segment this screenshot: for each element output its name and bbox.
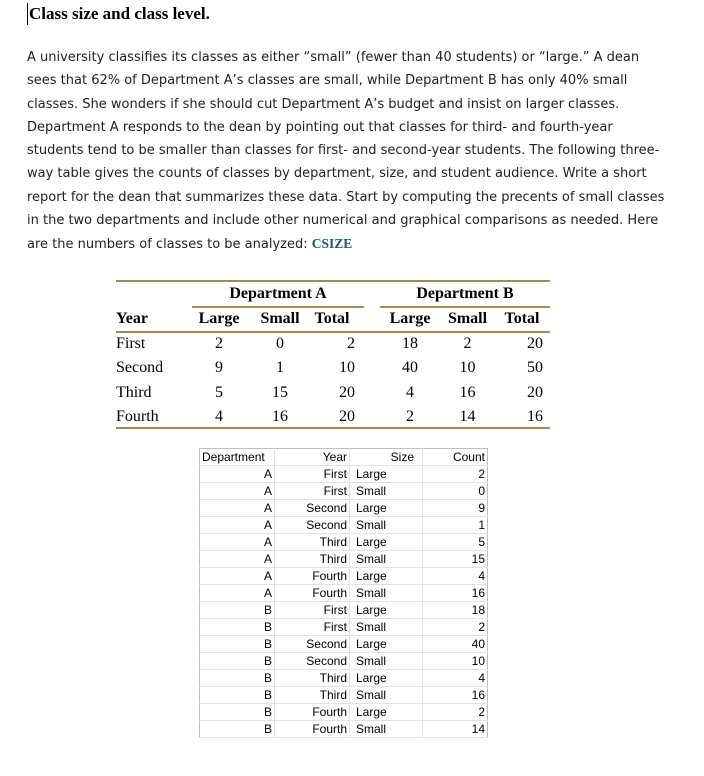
table-row bbox=[200, 670, 488, 687]
grid-cell-department: A bbox=[200, 483, 275, 500]
table-year-label: Fourth bbox=[116, 407, 159, 425]
grid-cell-department: A bbox=[200, 517, 275, 534]
grid-cell-year: Second bbox=[275, 517, 350, 534]
grid-cell-count: 4 bbox=[423, 568, 488, 585]
grid-cell-size: Small bbox=[350, 483, 423, 500]
dataset-link[interactable]: CSIZE bbox=[311, 236, 353, 252]
problem-text bbox=[27, 46, 667, 257]
table-row bbox=[200, 636, 488, 653]
grid-cell-department: B bbox=[200, 619, 275, 636]
grid-cell-size: Large bbox=[350, 704, 423, 721]
dept-a-subheader: Total bbox=[314, 310, 350, 327]
dept-a-subheader: Small bbox=[260, 310, 300, 327]
problem-paragraph: A university classifies its classes as either “small” (fewer than 40 students) or “large.” A dean sees that 62% of Department A’s classes are small, while Department B has only 40% small classes. She wonders if she should cut Department A’s budget and insist on larger classes. Department A responds to the dean by pointing out that classes for third- and fourth-year students tend to be smaller than classes for first- and second-year students. The following three-way table gives the counts of classes by department, size, and student audience. Write a short report for the dean that summarizes these data. Start by computing the precents of small classes in the two departments and include other numerical and graphical comparisons as needed. Here are the numbers of classes to be analyzed: bbox=[27, 50, 665, 253]
grid-cell-year: First bbox=[275, 619, 350, 636]
dept-a-cell: 20 bbox=[339, 383, 355, 401]
table-row bbox=[200, 500, 488, 517]
grid-cell-count: 1 bbox=[423, 517, 488, 534]
table-row bbox=[200, 551, 488, 568]
dept-a-cell: 15 bbox=[272, 383, 288, 401]
dept-a-cell: 20 bbox=[339, 407, 355, 425]
grid-cell-year: Fourth bbox=[275, 568, 350, 585]
grid-cell-size: Small bbox=[350, 619, 423, 636]
table-year-label: Third bbox=[116, 383, 152, 401]
year-header: Year bbox=[116, 310, 148, 327]
grid-cell-department: A bbox=[200, 568, 275, 585]
grid-cell-size: Large bbox=[350, 466, 423, 483]
grid-cell-year: Fourth bbox=[275, 721, 350, 738]
grid-cell-department: A bbox=[200, 534, 275, 551]
grid-cell-year: First bbox=[275, 466, 350, 483]
dept-a-header: Department A bbox=[229, 285, 327, 302]
grid-cell-count: 15 bbox=[423, 551, 488, 568]
grid-cell-department: A bbox=[200, 585, 275, 602]
grid-cell-size: Large bbox=[350, 602, 423, 619]
dept-a-cell: 10 bbox=[339, 359, 355, 377]
grid-cell-department: B bbox=[200, 670, 275, 687]
dept-b-cell: 18 bbox=[402, 335, 418, 352]
dept-b-cell: 50 bbox=[527, 359, 543, 377]
dept-b-cell: 4 bbox=[406, 383, 414, 401]
grid-cell-department: B bbox=[200, 687, 275, 704]
grid-cell-size: Large bbox=[350, 636, 423, 653]
grid-cell-year: First bbox=[275, 483, 350, 500]
grid-cell-department: A bbox=[200, 500, 275, 517]
grid-cell-size: Small bbox=[350, 687, 423, 704]
grid-cell-year: Fourth bbox=[275, 704, 350, 721]
grid-header-row bbox=[200, 449, 488, 466]
grid-cell-count: 9 bbox=[423, 500, 488, 517]
table-row bbox=[200, 585, 488, 602]
grid-cell-year: Third bbox=[275, 670, 350, 687]
grid-cell-year: Third bbox=[275, 534, 350, 551]
grid-cell-department: B bbox=[200, 704, 275, 721]
dept-a-cell: 2 bbox=[215, 335, 223, 352]
dept-b-subheader: Small bbox=[447, 310, 488, 327]
table-row bbox=[200, 721, 488, 738]
grid-header-size: Size bbox=[350, 449, 423, 466]
grid-cell-department: B bbox=[200, 653, 275, 670]
dept-a-cell: 16 bbox=[272, 407, 288, 425]
grid-header-year: Year bbox=[275, 449, 350, 466]
table-row bbox=[200, 602, 488, 619]
dept-b-cell: 14 bbox=[459, 407, 476, 425]
grid-cell-department: B bbox=[200, 636, 275, 653]
grid-cell-year: Second bbox=[275, 500, 350, 517]
dept-b-header: Department B bbox=[416, 285, 514, 302]
data-grid bbox=[199, 448, 488, 738]
grid-cell-department: B bbox=[200, 602, 275, 619]
table-row bbox=[200, 466, 488, 483]
dept-a-cell: 9 bbox=[215, 359, 223, 377]
dept-a-cell: 1 bbox=[276, 359, 284, 377]
grid-cell-department: A bbox=[200, 551, 275, 568]
table-row bbox=[200, 568, 488, 585]
dept-b-cell: 2 bbox=[406, 407, 414, 425]
dept-a-subheader: Large bbox=[198, 310, 240, 327]
table-row bbox=[200, 704, 488, 721]
dept-a-cell: 0 bbox=[276, 335, 284, 352]
table-row bbox=[200, 687, 488, 704]
grid-cell-department: A bbox=[200, 466, 275, 483]
grid-cell-size: Large bbox=[350, 500, 423, 517]
grid-cell-size: Small bbox=[350, 517, 423, 534]
dept-a-cell: 5 bbox=[215, 383, 223, 401]
table-year-label: First bbox=[116, 335, 146, 352]
grid-cell-count: 18 bbox=[423, 602, 488, 619]
grid-cell-count: 2 bbox=[423, 619, 488, 636]
grid-cell-count: 14 bbox=[423, 721, 488, 738]
grid-cell-year: Fourth bbox=[275, 585, 350, 602]
dept-b-cell: 2 bbox=[463, 335, 472, 352]
table-row bbox=[200, 653, 488, 670]
table-row bbox=[200, 619, 488, 636]
grid-cell-year: Second bbox=[275, 653, 350, 670]
grid-cell-count: 40 bbox=[423, 636, 488, 653]
dept-b-cell: 10 bbox=[459, 359, 476, 377]
grid-cell-count: 5 bbox=[423, 534, 488, 551]
table-row bbox=[200, 534, 488, 551]
grid-cell-year: Third bbox=[275, 551, 350, 568]
dept-b-cell: 16 bbox=[527, 407, 543, 425]
dept-a-cell: 4 bbox=[215, 407, 223, 425]
dept-b-cell: 20 bbox=[527, 383, 543, 401]
grid-cell-year: First bbox=[275, 602, 350, 619]
dept-b-subheader: Total bbox=[504, 310, 540, 327]
grid-cell-count: 4 bbox=[423, 670, 488, 687]
grid-cell-count: 0 bbox=[423, 483, 488, 500]
grid-cell-size: Small bbox=[350, 653, 423, 670]
grid-cell-count: 2 bbox=[423, 704, 488, 721]
dept-b-cell: 20 bbox=[527, 335, 543, 352]
dept-b-cell: 40 bbox=[402, 359, 418, 377]
problem-title: Class size and class level. bbox=[29, 4, 210, 23]
table-row bbox=[200, 517, 488, 534]
grid-cell-count: 16 bbox=[423, 585, 488, 602]
grid-header-count: Count bbox=[423, 449, 488, 466]
grid-cell-size: Small bbox=[350, 585, 423, 602]
grid-cell-count: 2 bbox=[423, 466, 488, 483]
grid-cell-size: Small bbox=[350, 721, 423, 738]
grid-cell-year: Second bbox=[275, 636, 350, 653]
grid-cell-size: Large bbox=[350, 568, 423, 585]
dept-b-cell: 16 bbox=[459, 383, 476, 401]
grid-cell-count: 16 bbox=[423, 687, 488, 704]
table-year-label: Second bbox=[116, 359, 164, 377]
grid-cell-count: 10 bbox=[423, 653, 488, 670]
grid-cell-department: B bbox=[200, 721, 275, 738]
grid-cell-year: Third bbox=[275, 687, 350, 704]
dept-b-subheader: Large bbox=[389, 310, 431, 327]
dept-a-cell: 2 bbox=[347, 335, 355, 352]
grid-cell-size: Small bbox=[350, 551, 423, 568]
grid-cell-size: Large bbox=[350, 534, 423, 551]
grid-header-department: Department bbox=[200, 449, 275, 466]
grid-cell-size: Large bbox=[350, 670, 423, 687]
table-row bbox=[200, 483, 488, 500]
